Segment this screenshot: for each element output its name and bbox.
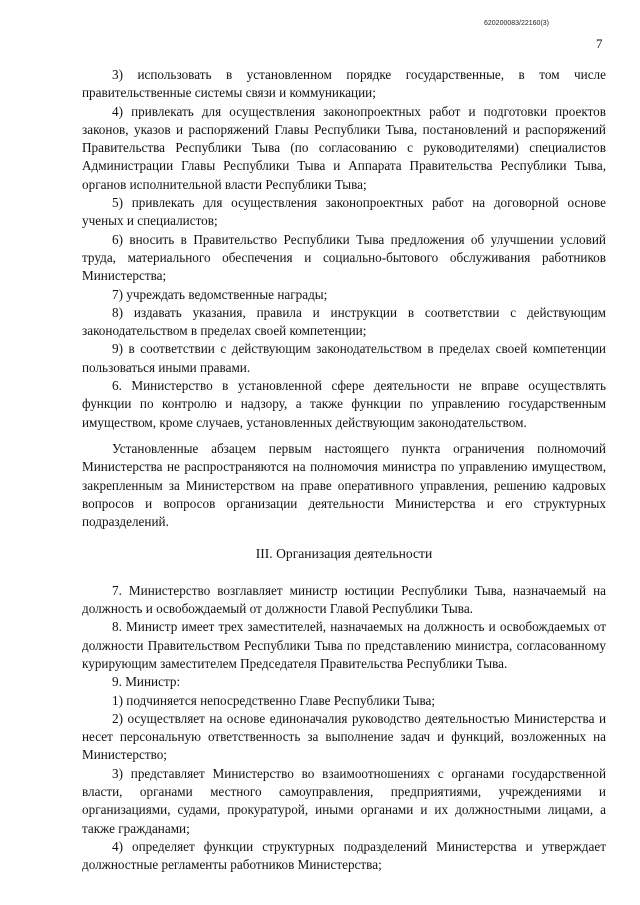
paragraph: 8) издавать указания, правила и инструкции в соответствии с действующим законодательством в пределах своей компетенции; (82, 304, 606, 339)
paragraph: 6) вносить в Правительство Республики Тыва предложения об улучшении условий труда, материального обеспечения и социально-бытового обслуживания работников Министерства; (82, 231, 606, 284)
paragraph: 7. Министерство возглавляет министр юстиции Республики Тыва, назначаемый на должность и освобождаемый от должности Главой Республики Тыва. (82, 582, 606, 617)
page-number: 7 (596, 36, 603, 51)
paragraph: 4) определяет функции структурных подразделений Министерства и утверждает должностные регламенты работников Министерства; (82, 838, 606, 873)
paragraph: Установленные абзацем первым настоящего пункта ограничения полномочий Министерства не распространяются на полномочия министра по управлению имуществом, закрепленным за Министерством на праве оперативного управления, решению кадровых вопросов и вопросов организации деятельности Министерства и его структурных подразделений. (82, 440, 606, 530)
section-heading: III. Организация деятельности (255, 546, 433, 562)
paragraph: 3) использовать в установленном порядке государственные, в том числе правительственные системы связи и коммуникации; (82, 67, 606, 101)
paragraph: 9. Министр: (112, 674, 181, 690)
paragraph: 3) представляет Министерство во взаимоотношениях с органами государственной власти, органами местного самоуправления, предприятиями, учреждениями и организациями, судами, прокуратурой, иными органами и их должностными лицами, а также гражданами; (82, 765, 606, 836)
paragraph: 6. Министерство в установленной сфере деятельности не вправе осуществлять функции по контролю и надзору, а также функции по управлению государственным имуществом, кроме случаев, установленных действующим законодательством. (82, 378, 606, 430)
paragraph: 5) привлекать для осуществления законопроектных работ на договорной основе ученых и специалистов; (82, 195, 606, 229)
paragraph: 7) учреждать ведомственные награды; (112, 286, 328, 302)
paragraph: 8. Министр имеет трех заместителей, назначаемых на должность и освобождаемых от должности Правительством Республики Тыва по представлению министра, согласованному курирующим заместителем Председателя Правительства Республики Тыва. (82, 619, 606, 671)
document-body (82, 66, 606, 874)
paragraph: 4) привлекать для осуществления законопроектных работ и подготовки проектов законов, указов и распоряжений Главы Республики Тыва, постановлений и распоряжений Правительства Республики Тыва (по согласованию с руководителями) специалистов Администрации Главы Республики Тыва и Аппарата Правительства Республики Тыва, органов исполнительной власти Республики Тыва; (82, 103, 606, 192)
paragraph: 9) в соответствии с действующим законодательством в пределах своей компетенции пользоваться иными правами. (82, 341, 606, 375)
paragraph: 2) осуществляет на основе единоначалия руководство деятельностью Министерства и несет персональную ответственность за выполнение задач и функций, возложенных на Министерство; (82, 710, 606, 763)
spacer (82, 432, 606, 440)
document-id: 620200083/22160(3) (484, 20, 550, 27)
paragraph: 1) подчиняется непосредственно Главе Республики Тыва; (112, 692, 436, 708)
